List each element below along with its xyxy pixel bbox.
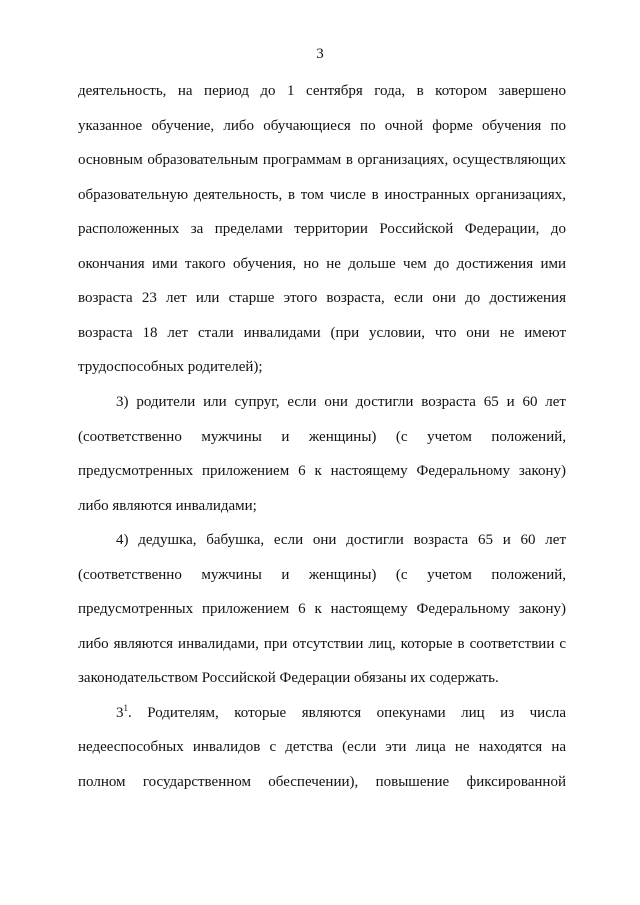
- text-line: 3) родители или супруг, если они достигли возраста 65 и 60 лет: [116, 394, 566, 410]
- text-line: возраста 18 лет стали инвалидами (при условии, что они не имеют: [78, 325, 566, 341]
- text-line: либо являются инвалидами, при отсутствии лиц, которые в соответствии с: [78, 636, 566, 652]
- text-line: возраста 23 лет или старше этого возраста, если они до достижения: [78, 290, 566, 306]
- page-number: 3: [316, 46, 324, 62]
- text-line: полном государственном обеспечении), повышение фиксированной: [78, 774, 566, 790]
- text-line: окончания ими такого обучения, но не дольше чем до достижения ими: [78, 256, 566, 272]
- text-line: основным образовательным программам в организациях, осуществляющих: [78, 152, 566, 168]
- paragraph-superscript: 1: [123, 703, 128, 713]
- text-line: расположенных за пределами территории Российской Федерации, до: [78, 221, 566, 237]
- text-line: предусмотренных приложением 6 к настоящему Федеральному закону): [78, 601, 566, 617]
- text-line: указанное обучение, либо обучающиеся по очной форме обучения по: [78, 118, 566, 134]
- text-line: (соответственно мужчины и женщины) (с учетом положений,: [78, 567, 566, 583]
- paragraph-number: 3: [116, 705, 124, 721]
- paragraph-text: . Родителям, которые являются опекунами лиц из числа: [128, 705, 566, 721]
- text-line: либо являются инвалидами;: [78, 498, 257, 514]
- paragraph-3-1-line: [116, 703, 566, 723]
- text-line: деятельность, на период до 1 сентября года, в котором завершено: [78, 83, 566, 99]
- text-line: трудоспособных родителей);: [78, 359, 263, 375]
- text-line: образовательную деятельность, в том числе в иностранных организациях,: [78, 187, 566, 203]
- text-line: законодательством Российской Федерации обязаны их содержать.: [78, 670, 499, 686]
- text-line: (соответственно мужчины и женщины) (с учетом положений,: [78, 429, 566, 445]
- text-line: 4) дедушка, бабушка, если они достигли возраста 65 и 60 лет: [116, 532, 566, 548]
- text-line: недееспособных инвалидов с детства (если эти лица не находятся на: [78, 739, 566, 755]
- text-line: предусмотренных приложением 6 к настоящему Федеральному закону): [78, 463, 566, 479]
